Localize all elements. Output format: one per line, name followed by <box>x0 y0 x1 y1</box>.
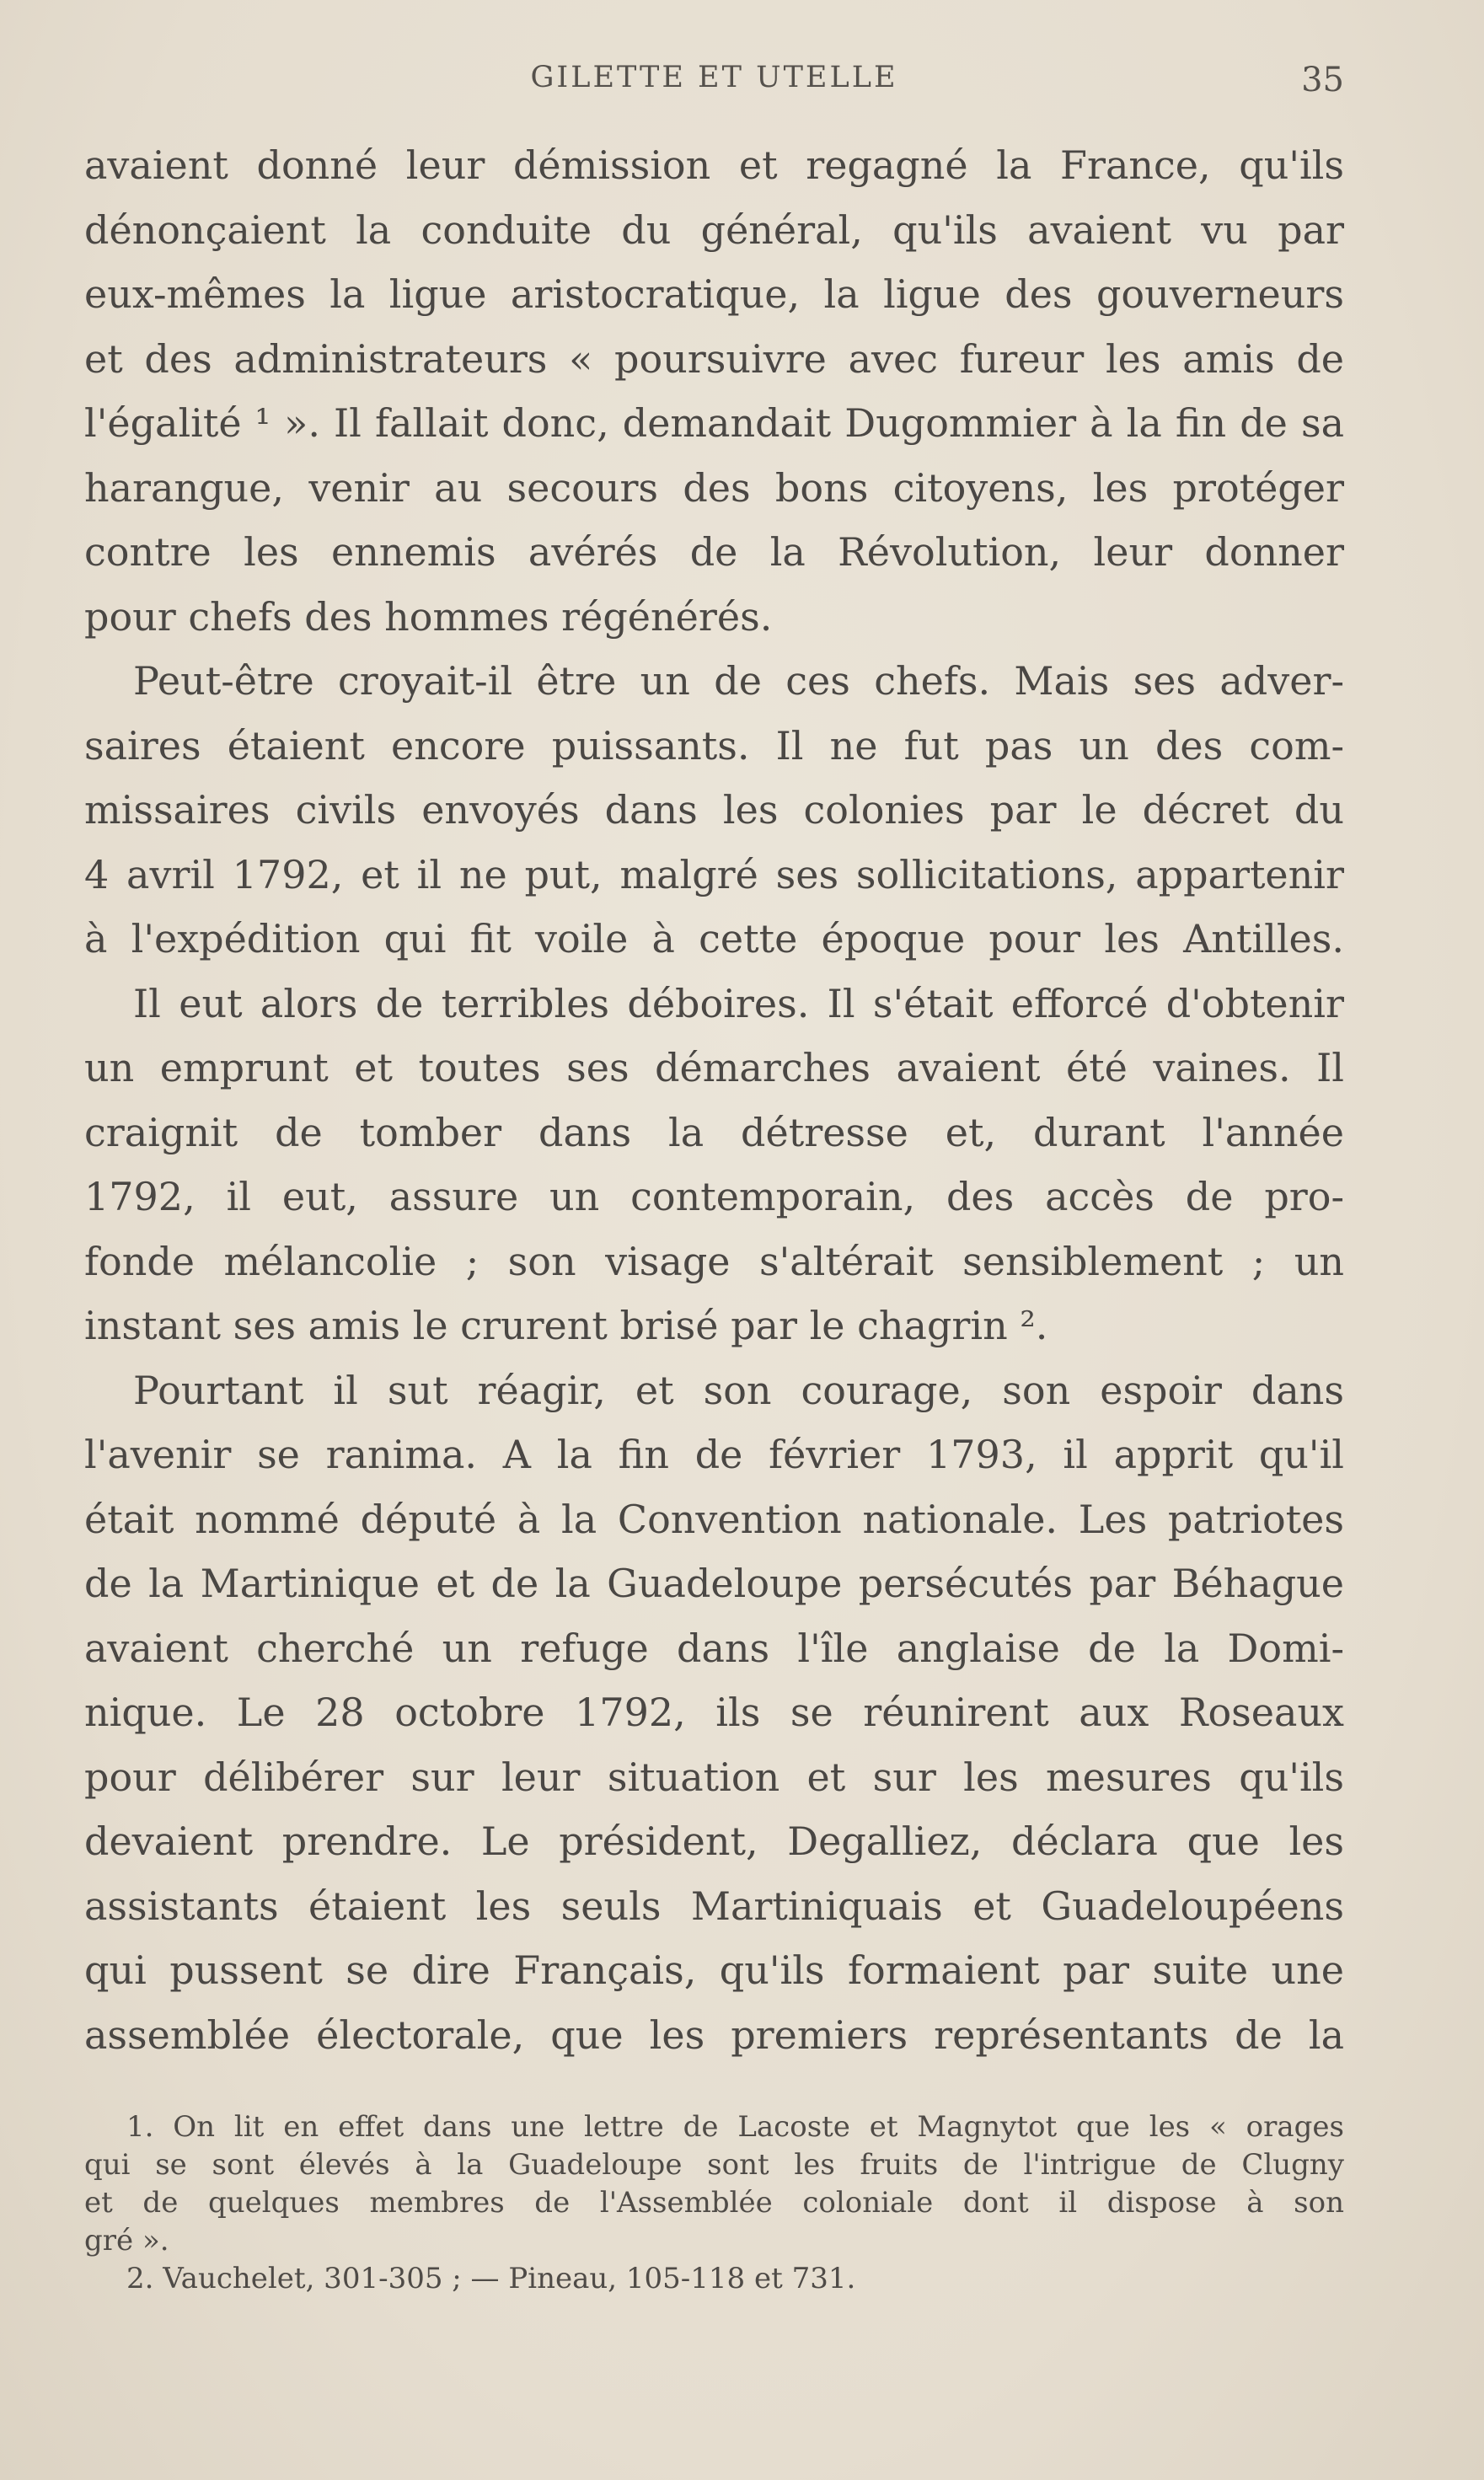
text-line: à l'expédition qui fit voile à cette époque pour les Antilles. <box>84 916 1344 961</box>
text-line: assistants étaient les seuls Martiniquais et Guadeloupéens <box>84 1883 1344 1929</box>
text-line: pour chefs des hommes régénérés. <box>84 593 773 640</box>
text-line: avaient cherché un refuge dans l'île anglaise de la Domi- <box>84 1625 1344 1671</box>
footnote-line: gré ». <box>84 2224 169 2258</box>
footnote-line: 2. Vauchelet, 301-305 ; — Pineau, 105-118 et 731. <box>126 2262 856 2295</box>
page-number: 35 <box>1301 61 1344 99</box>
text-line: l'avenir se ranima. A la fin de février 1793, il apprit qu'il <box>84 1432 1344 1477</box>
text-line: Peut-être croyait-il être un de ces chefs. Mais ses adver- <box>133 658 1344 704</box>
text-line: qui pussent se dire Français, qu'ils formaient par suite une <box>84 1947 1344 1993</box>
text-line: un emprunt et toutes ses démarches avaient été vaines. Il <box>84 1045 1344 1090</box>
text-line: Il eut alors de terribles déboires. Il s'était efforcé d'obtenir <box>133 980 1344 1026</box>
footnote-line: qui se sont élevés à la Guadeloupe sont les fruits de l'intrigue de Clugny <box>84 2148 1344 2182</box>
text-line: de la Martinique et de la Guadeloupe persécutés par Béhague <box>84 1561 1344 1606</box>
text-line: harangue, venir au secours des bons citoyens, les protéger <box>84 464 1344 511</box>
text-line: et des administrateurs « poursuivre avec fureur les amis de <box>84 335 1344 382</box>
text-line: dénonçaient la conduite du général, qu'ils avaient vu par <box>84 206 1344 253</box>
text-line: 4 avril 1792, et il ne put, malgré ses sollicitations, appartenir <box>84 851 1344 897</box>
text-line: contre les ennemis avérés de la Révolution, leur donner <box>84 529 1344 575</box>
page-header <box>84 61 1344 111</box>
text-line: fonde mélancolie ; son visage s'altérait sensiblement ; un <box>84 1238 1344 1284</box>
running-title: GILETTE ET UTELLE <box>530 61 898 94</box>
text-line: craignit de tomber dans la détresse et, durant l'année <box>84 1109 1344 1155</box>
text-line: eux-mêmes la ligue aristocratique, la ligue des gouverneurs <box>84 271 1344 317</box>
text-line: assemblée électorale, que les premiers représentants de la <box>84 2011 1344 2058</box>
footnotes <box>84 2108 1344 2298</box>
text-line: avaient donné leur démission et regagné la France, qu'ils <box>84 142 1344 188</box>
footnote-line: et de quelques membres de l'Assemblée coloniale dont il dispose à son <box>84 2186 1344 2220</box>
text-line: saires étaient encore puissants. Il ne fut pas un des com- <box>84 722 1344 769</box>
text-line: instant ses amis le crurent brisé par le chagrin ². <box>84 1303 1048 1348</box>
text-line: missaires civils envoyés dans les colonies par le décret du <box>84 787 1344 833</box>
text-line: Pourtant il sut réagir, et son courage, son espoir dans <box>133 1367 1344 1413</box>
body-text <box>84 133 1344 2067</box>
text-line: 1792, il eut, assure un contemporain, des accès de pro- <box>84 1174 1344 1219</box>
text-line: était nommé député à la Convention nationale. Les patriotes <box>84 1496 1344 1542</box>
footnote-line: 1. On lit en effet dans une lettre de Lacoste et Magnytot que les « orages <box>126 2110 1344 2144</box>
text-line: devaient prendre. Le président, Degalliez, déclara que les <box>84 1818 1344 1864</box>
text-line: nique. Le 28 octobre 1792, ils se réunirent aux Roseaux <box>84 1690 1344 1735</box>
text-line: pour délibérer sur leur situation et sur les mesures qu'ils <box>84 1754 1344 1800</box>
text-line: l'égalité ¹ ». Il fallait donc, demandait Dugommier à la fin de sa <box>84 400 1344 446</box>
